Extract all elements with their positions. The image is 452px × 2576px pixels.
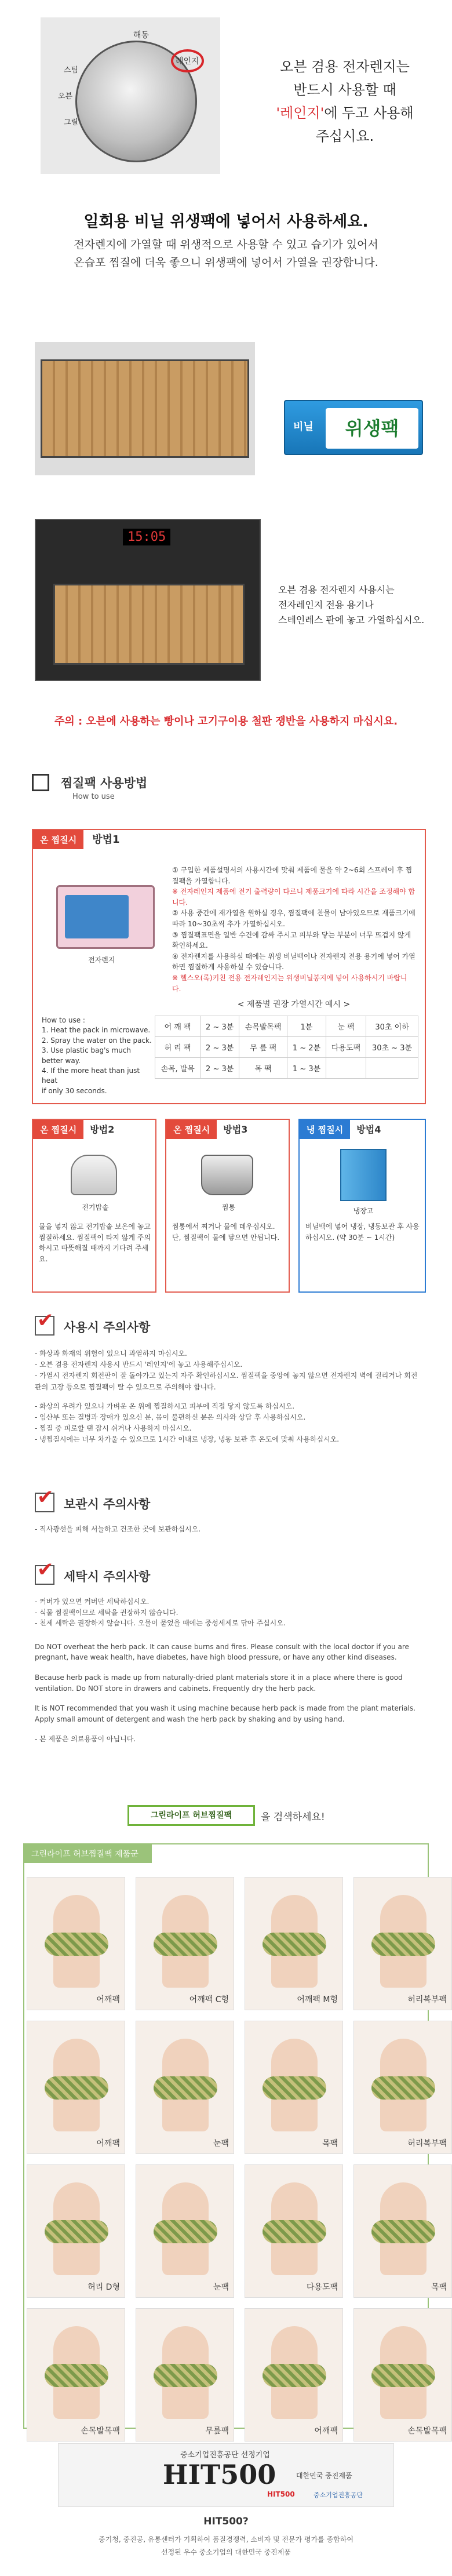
wash-header xyxy=(35,1565,423,1588)
method3-title: 방법3 xyxy=(223,1124,248,1135)
table-cell: 1 ~ 2분 xyxy=(287,1037,326,1058)
caution-item: - 오븐 겸용 전자렌지 사용시 반드시 '레인지'에 놓고 사용해주십시오. xyxy=(35,1360,243,1369)
caution-item: - 화상과 화재의 위험이 있으니 과열하지 마십시오. xyxy=(35,1349,187,1358)
table-cell xyxy=(326,1058,366,1079)
method1-header xyxy=(33,830,425,849)
gallery-item[interactable] xyxy=(136,2021,234,2154)
storage-title: 보관시 주의사항 xyxy=(64,1497,151,1511)
bag-section xyxy=(0,209,452,270)
gallery-item-label: 허리 D형 xyxy=(88,2283,120,2292)
m1-line: ② 사용 중간에 재가열을 원하실 경우, 찜질팩에 찬물이 남아있으므로 재품크기에 따라 10~30초씩 추가 가열하십시오. xyxy=(172,909,415,928)
fridge-icon xyxy=(340,1149,387,1201)
bag-title: 일회용 비닐 위생팩에 넣어서 사용하세요. xyxy=(83,213,369,231)
hit500-small-logo: HIT500 xyxy=(267,2490,295,2498)
gallery-item[interactable] xyxy=(136,1877,234,2010)
table-cell: 2 ~ 3분 xyxy=(201,1058,239,1079)
m1-line: ③ 찜질팩표면을 일반 수건에 감싸 주시고 피부와 닿는 부분이 너무 뜨겁지 않게 확인하세요. xyxy=(172,930,411,950)
table-cell xyxy=(366,1058,418,1079)
gallery-item[interactable] xyxy=(27,1877,125,2010)
dial-label: 해동 xyxy=(133,31,150,40)
method2-tag: 온 찜질시 xyxy=(33,1120,83,1139)
m1-line: ④ 전자렌지를 사용하실 때에는 위생 비닐백이나 전자렌지 전용 용기에 넣어 가열하면 찜질하게 사용하실 수 있습니다. xyxy=(172,952,415,972)
check-icon xyxy=(35,1565,54,1585)
table-cell: 2 ~ 3분 xyxy=(201,1016,239,1037)
howto-header xyxy=(32,774,426,801)
table-cell: 1분 xyxy=(287,1016,326,1037)
brand-search-box[interactable]: 그린라이프 허브찜질팩 xyxy=(127,1805,255,1826)
agency-text: 중소기업진흥공단 선정기업 xyxy=(180,2451,270,2459)
storage-header xyxy=(35,1493,423,1516)
wash-section xyxy=(35,1565,423,1745)
gallery-item-label: 목팩 xyxy=(431,2283,447,2292)
howto-title: 찜질팩 사용방법 xyxy=(61,776,148,790)
table-cell: 다용도팩 xyxy=(326,1037,366,1058)
instruction-line: 주십시요. xyxy=(315,128,374,144)
instruction-line: 오븐 겸용 전자렌지는 xyxy=(280,59,410,75)
method1-text xyxy=(172,865,415,994)
table-cell: 손목발목팩 xyxy=(239,1016,287,1037)
table-cell: 눈 팩 xyxy=(326,1016,366,1037)
gallery-item-label: 손목발목팩 xyxy=(407,2426,447,2436)
table-cell: 허 리 팩 xyxy=(155,1037,201,1058)
table-title: < 제품별 권장 가열시간 예시 > xyxy=(237,1000,351,1009)
microwave-icon xyxy=(56,885,155,949)
gallery-item-label: 어깨팩 xyxy=(96,2139,120,2148)
dial-label: 스팀 xyxy=(64,66,79,75)
table-cell: 무 릎 팩 xyxy=(239,1037,287,1058)
method1-title: 방법1 xyxy=(92,834,120,846)
en-paragraph: Do NOT overheat the herb pack. It can cause burns and fires. Please consult with the local doctor if you are pregnant, have weak health, have diabetes, have high blood pressure, or have any other kind diseases. xyxy=(35,1642,409,1662)
check-icon xyxy=(35,1316,54,1336)
m1-line: ※ 헬스오(록)키친 전용 전자레인지는 위생비닐봉지에 넣어 사용하시기 바랍니다. xyxy=(172,973,407,993)
caution-item: - 찜질 중 피로할 땐 잠시 쉬거나 사용하지 마십시오. xyxy=(35,1424,192,1433)
gallery-item-label: 어깨팩 xyxy=(314,2426,338,2436)
instruction-highlight: '레인지' xyxy=(276,105,325,121)
instruction-rest: 에 두고 사용해 xyxy=(324,105,414,121)
table-cell: 손목, 발목 xyxy=(155,1058,201,1079)
hit500-sub: 대한민국 중진제품 xyxy=(296,2472,352,2480)
howto-en-line: 4. If the more heat than just heat xyxy=(42,1066,140,1085)
method4-title: 방법4 xyxy=(356,1124,381,1135)
oven-note-line: 전자레인지 전용 용기나 xyxy=(278,599,374,610)
oven-note xyxy=(278,583,446,628)
gallery-item[interactable] xyxy=(245,2164,343,2298)
gallery-item-label: 허리복부팩 xyxy=(407,1995,447,2004)
gallery-item[interactable] xyxy=(245,2308,343,2442)
oven-tray xyxy=(53,584,245,665)
gallery-item-label: 어깨팩 C형 xyxy=(189,1995,229,2004)
gallery-item-label: 무릎팩 xyxy=(205,2426,229,2436)
storage-item: - 직사광선을 피해 서늘하고 건조한 곳에 보관하십시오. xyxy=(35,1525,201,1533)
bag-desc-1: 전자렌지에 가열할 때 위생적으로 사용할 수 있고 습기가 있어서 xyxy=(74,238,378,251)
table-cell: 2 ~ 3분 xyxy=(201,1037,239,1058)
method3-box xyxy=(165,1119,290,1293)
dial-label: 오븐 xyxy=(58,92,73,101)
dial-photo xyxy=(41,17,220,174)
gallery-item[interactable] xyxy=(353,1877,452,2010)
method1-tag: 온 찜질시 xyxy=(33,830,83,849)
method2-box xyxy=(32,1119,156,1293)
howto-square-icon xyxy=(32,774,49,791)
oven-note-line: 오븐 겸용 전자렌지 사용시는 xyxy=(278,584,395,595)
table-cell: 1 ~ 3분 xyxy=(287,1058,326,1079)
microwave-label: 전자렌지 xyxy=(88,956,115,964)
howto-subtitle: How to use xyxy=(72,792,115,801)
wash-item: - 천제 세탁은 권장하지 않습니다. 오물이 묻었을 때에는 중성세제로 닦아 주십시오. xyxy=(35,1619,286,1628)
howto-en-line: 1. Heat the pack in microwave. xyxy=(42,1026,151,1035)
gallery-item[interactable] xyxy=(353,2164,452,2298)
gallery-item-label: 손목발목팩 xyxy=(81,2426,120,2436)
gallery-item-label: 허리복부팩 xyxy=(407,2139,447,2148)
en-paragraph: It is NOT recommended that you wash it using machine because herb pack is made from the plant materials. Apply small amount of detergent and wash the herb pack by shaking and by using hand. xyxy=(35,1704,415,1723)
method2-title: 방법2 xyxy=(90,1124,115,1135)
gallery-item-label: 눈팩 xyxy=(213,2283,229,2292)
caution-title: 사용시 주의사항 xyxy=(64,1320,151,1334)
dial-label: 그릴 xyxy=(64,118,79,127)
caution-item: - 임산부 또는 질병과 장애가 있으신 분, 몸이 불편하신 분은 의사와 상담 후 사용하십시오. xyxy=(35,1413,306,1421)
gallery-section xyxy=(23,1843,447,2436)
wash-item: - 커버가 있으면 커버만 세탁하십시오. xyxy=(35,1598,150,1606)
m1-line: ① 구입한 제품설명서의 사용시간에 맞춰 제품에 물을 약 2~6회 스프레이 후 찜질팩을 가열합니다. xyxy=(172,866,413,885)
gallery-item-label: 어깨팩 xyxy=(96,1995,120,2004)
oven-photo xyxy=(35,519,261,681)
wash-en xyxy=(35,1642,423,1745)
dial-label-range: 레인지 xyxy=(171,49,204,72)
gallery-item[interactable] xyxy=(136,2308,234,2442)
howto-en-line: if only 30 seconds. xyxy=(42,1086,107,1095)
oven-display: 15:05 xyxy=(123,529,170,545)
search-banner xyxy=(127,1803,336,1828)
gallery-item[interactable] xyxy=(353,2021,452,2154)
method4-tag: 냉 찜질시 xyxy=(300,1120,350,1139)
footer-desc-2: 선정된 우수 중소기업의 대한민국 중진제품 xyxy=(161,2548,291,2556)
howto-en-line: 2. Spray the water on the pack. xyxy=(42,1036,152,1045)
m1-line: ※ 전자레인지 제품에 전기 출력량이 다르니 제품크기에 따라 시간을 조정해야 합니다. xyxy=(172,887,415,907)
method2-desc: 물을 넣지 않고 전기밥솥 보온에 놓고 찜질하세요. 찜질팩이 타지 않게 주의하시고 따뜻해질 때까지 기다려 주세요. xyxy=(39,1222,151,1263)
method4-label: 냉장고 xyxy=(353,1207,374,1215)
footer-desc-1: 중기청, 중진공, 유통센터가 기획하여 품질경쟁력, 소비자 및 전문가 평가를 종합하여 xyxy=(99,2535,353,2544)
gallery-item[interactable] xyxy=(27,2308,125,2442)
gallery-item[interactable] xyxy=(245,2021,343,2154)
caution-header xyxy=(35,1316,423,1339)
method4-box xyxy=(298,1119,426,1293)
howto-en-title: How to use : xyxy=(42,1016,85,1024)
en-paragraph: Because herb pack is made up from naturally-dried plant materials store it in a place where there is good ventilation. Do NOT store in drawers and cabinets. Frequently dry the herb pack. xyxy=(35,1673,403,1693)
method3-label: 찜통 xyxy=(221,1203,236,1211)
steamer-icon xyxy=(201,1155,253,1195)
gallery-item[interactable] xyxy=(136,2164,234,2298)
search-suffix: 을 검색하세요! xyxy=(261,1811,325,1823)
caution-list xyxy=(35,1348,423,1446)
brand2-text: 중소기업진흥공단 xyxy=(314,2491,363,2499)
instruction-line: 반드시 사용할 때 xyxy=(293,82,396,98)
method3-tag: 온 찜질시 xyxy=(166,1120,217,1139)
gallery-item[interactable] xyxy=(245,1877,343,2010)
wash-list xyxy=(35,1596,423,1629)
method1-box xyxy=(32,829,426,1104)
bag-label: 위생팩 xyxy=(326,408,418,449)
bag-desc-2: 온습포 찜질에 더욱 좋으니 위생팩에 넣어서 가열을 권장합니다. xyxy=(74,256,378,269)
gallery-item-label: 목팩 xyxy=(322,2139,338,2148)
howto-en-line: 3. Use plastic bag's much better way. xyxy=(42,1046,131,1065)
oven-warning: 주의 : 오븐에 사용하는 빵이나 고기구이용 철판 쟁반을 사용하지 마십시요. xyxy=(54,715,398,727)
storage-section xyxy=(35,1493,423,1535)
table-cell: 30초 ~ 3분 xyxy=(366,1037,418,1058)
table-cell: 어 깨 팩 xyxy=(155,1016,201,1037)
bag-badge: 비닐 xyxy=(293,421,314,433)
heat-table xyxy=(155,1016,418,1079)
howto-en xyxy=(42,1016,152,1096)
caution-item: - 화상의 우려가 있으니 가벼운 온 위에 찜질하시고 피부에 직접 닿지 않도록 하십시오. xyxy=(35,1402,295,1410)
bag-product xyxy=(284,400,423,455)
wash-title: 세탁시 주의사항 xyxy=(64,1570,151,1584)
gallery-item-label: 다용도팩 xyxy=(306,2283,338,2292)
microwave-window xyxy=(65,895,129,938)
check-icon xyxy=(35,1493,54,1512)
table-row xyxy=(155,1058,418,1079)
instruction-line xyxy=(249,101,440,125)
table-cell: 30초 이하 xyxy=(366,1016,418,1037)
gallery-title: 그린라이프 허브찜질팩 제품군 xyxy=(24,1844,152,1863)
bag-photo xyxy=(35,342,255,475)
caution-section xyxy=(35,1316,423,1446)
gallery-item-label: 눈팩 xyxy=(213,2139,229,2148)
tray xyxy=(41,359,249,458)
rice-cooker-icon xyxy=(71,1155,117,1195)
hit500-logo: HIT500 xyxy=(163,2459,276,2490)
gallery-item[interactable] xyxy=(353,2308,452,2442)
method2-label: 전기밥솥 xyxy=(82,1203,109,1211)
caution-item: - 가열시 전자렌지 회전판이 잘 돌아가고 있는지 자주 확인하십시오. 찜질팩을 중앙에 놓지 않으면 전자렌지 벽에 걸리거나 회전판의 고장 등으로 찜질팩이 탈 수 있으므로 주의해야 합니다. xyxy=(35,1371,418,1391)
gallery-item-label: 어깨팩 M형 xyxy=(297,1995,338,2004)
top-section xyxy=(0,0,452,191)
gallery-grid xyxy=(27,1877,447,2442)
caution-item: - 냉찜질시에는 너무 차가울 수 있으므로 1시간 이내로 냉장, 냉동 보관 후 온도에 맞춰 사용하십시오. xyxy=(35,1435,340,1444)
wash-item: - 식물 찜질팩이므로 세탁을 권장하지 않습니다. xyxy=(35,1608,178,1617)
table-row xyxy=(155,1037,418,1058)
gallery-item[interactable] xyxy=(27,2021,125,2154)
method3-desc: 찜통에서 찌거나 물에 데우십시오. 단, 찜질팩이 물에 닿으면 안됩니다. xyxy=(172,1222,280,1242)
method4-desc: 비닐백에 넣어 냉장, 냉동보관 후 사용하십시오. (약 30분 ~ 1시간) xyxy=(305,1222,420,1242)
instruction-text xyxy=(249,55,440,148)
gallery-item[interactable] xyxy=(27,2164,125,2298)
table-cell: 목 팩 xyxy=(239,1058,287,1079)
non-medical-note: - 본 제품은 의료용품이 아닙니다. xyxy=(35,1735,136,1744)
table-row xyxy=(155,1016,418,1037)
hit500-banner xyxy=(58,2443,394,2507)
hit500-question: HIT500? xyxy=(203,2516,249,2527)
oven-note-line: 스테인레스 판에 놓고 가열하십시오. xyxy=(278,614,425,625)
